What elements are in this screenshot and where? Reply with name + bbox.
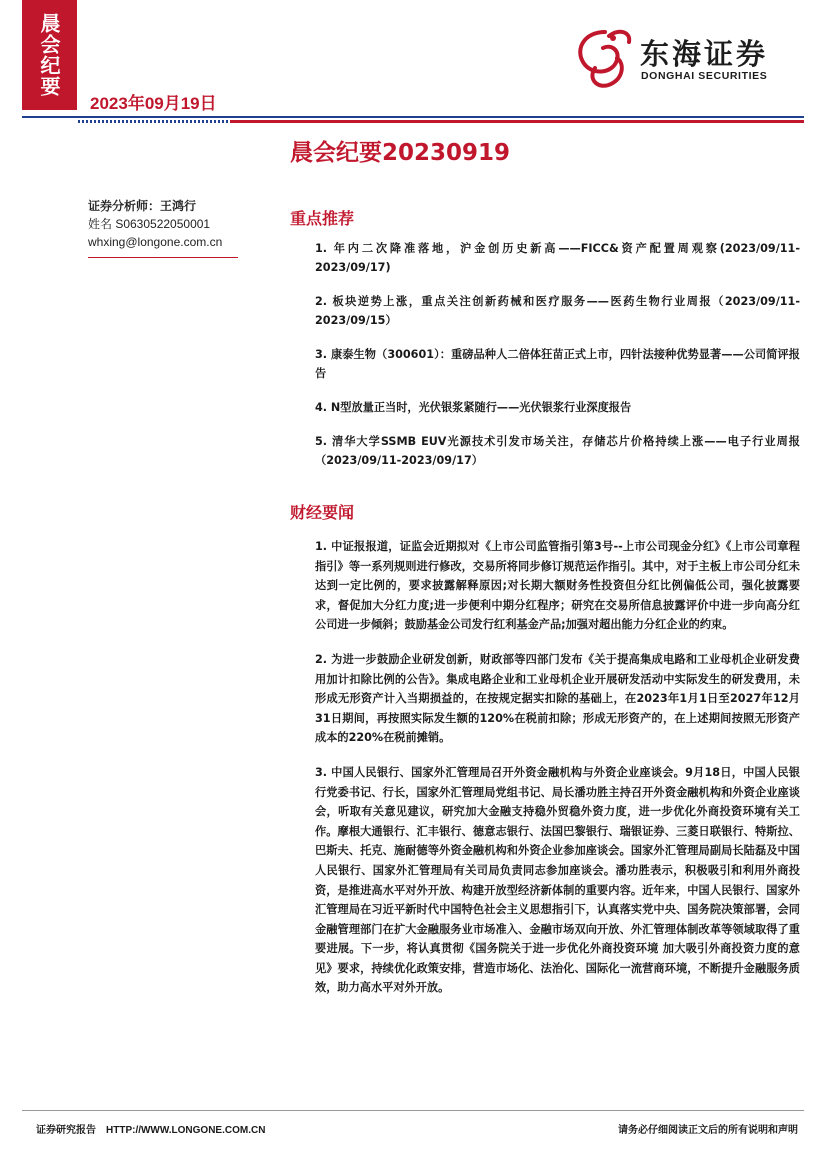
news-list <box>315 537 800 998</box>
page-title: 晨会纪要20230919 <box>290 140 511 166</box>
logo-name: 东海证券 <box>640 37 769 71</box>
footer-left <box>36 1121 265 1136</box>
highlight-item[interactable]: 3. 康泰生物（300601）：重磅品种人二倍体狂苗正式上市，四针法接种优势显著——公司简评报告 <box>315 348 800 380</box>
analyst-name: 证券分析师：王鸿行 <box>88 199 197 213</box>
highlight-item[interactable]: 4. N型放量正当时，光伏银浆紧随行——光伏银浆行业深度报告 <box>315 401 632 414</box>
section-title-highlights: 重点推荐 <box>290 209 355 228</box>
footer-disclaimer: 请务必仔细阅读正文后的所有说明和声明 <box>618 1125 798 1136</box>
report-date: 2023年09月19日 <box>90 94 217 113</box>
news-item: 2. 为进一步鼓励企业研发创新，财政部等四部门发布《关于提高集成电路和工业母机企业研发费用加计扣除比例的公告》。集成电路企业和工业母机企业开展研发活动中实际发生的研发费用，未形成无形资产计入当期损益的，在按规定据实扣除的基础上，在2023年1月1日至2027年12月31日期间，再按照实际发生额的120%在税前扣除；形成无形资产的，在上述期间按照无形资产成本的220%在税前摊销。 <box>315 652 800 745</box>
footer-url[interactable]: HTTP://WWW.LONGONE.COM.CN <box>106 1125 266 1136</box>
analyst-cert: 姓名 S0630522050001 <box>88 217 211 231</box>
analyst-underline <box>88 257 238 258</box>
analyst-block <box>88 197 222 251</box>
highlights-list <box>315 239 800 470</box>
header-rule-left <box>22 116 78 118</box>
side-tab <box>22 0 77 110</box>
header-rule-red <box>230 120 804 123</box>
side-tab-label: 晨会纪要 <box>37 13 61 97</box>
highlight-item[interactable]: 5. 清华大学SSMB EUV光源技术引发市场关注，存储芯片价格持续上涨——电子行业周报（2023/09/11-2023/09/17） <box>315 435 800 467</box>
logo-english-name: DONGHAI SECURITIES <box>641 70 768 82</box>
highlight-item[interactable]: 2. 板块逆势上涨，重点关注创新药械和医疗服务——医药生物行业周报（2023/09/11-2023/09/15） <box>315 295 800 327</box>
highlight-item[interactable]: 1. 年内二次降准落地，沪金创历史新高——FICC&资产配置周观察(2023/09/11-2023/09/17) <box>315 242 800 274</box>
news-item: 3. 中国人民银行、国家外汇管理局召开外资金融机构与外资企业座谈会。9月18日，中国人民银行党委书记、行长，国家外汇管理局党组书记、局长潘功胜主持召开外资金融机构和外资企业座谈会，听取有关意见建议，研究加大金融支持稳外贸稳外资力度，进一步优化外商投资环境有关工作。摩根大通银行、汇丰银行、德意志银行、法国巴黎银行、瑞银证券、三菱日联银行、特斯拉、巴斯夫、托克、施耐德等外资金融机构和外资企业参加座谈会。国家外汇管理局副局长陆磊及中国人民银行、国家外汇管理局有关司局负责同志参加座谈会。潘功胜表示，积极吸引和利用外商投资，是推进高水平对外开放、构建开放型经济新体制的重要内容。近年来，中国人民银行、国家外汇管理局在习近平新时代中国特色社会主义思想指引下，认真落实党中央、国务院决策部署，会同金融管理部门在扩大金融服务业市场准入、金融市场双向开放、外汇管理体制改革等领域取得了重要进展。下一步，将认真贯彻《国务院关于进一步优化外商投资环境 加大吸引外商投资力度的意见》要求，持续优化政策安排，营造市场化、法治化、国际化一流营商环境，不断提升金融服务质效，助力高水平对外开放。 <box>315 765 800 995</box>
section-title-news: 财经要闻 <box>290 503 355 522</box>
footer-label: 证券研究报告 <box>36 1125 96 1136</box>
footer-rule <box>22 1110 804 1111</box>
header-rule-blue <box>78 116 804 118</box>
analyst-email[interactable]: whxing@longone.com.cn <box>88 235 223 249</box>
news-item: 1. 中证报报道，证监会近期拟对《上市公司监管指引第3号--上市公司现金分红》《上市公司章程指引》等一系列规则进行修改，交易所将同步修订规范运作指引。其中，对于主板上市公司分红未达到一定比例的，要求披露解释原因;对长期大额财务性投资但分红比例偏低公司，强化披露要求，督促加大分红力度;进一步便利中期分红程序；研究在交易所信息披露评价中进一步向高分红公司进一步倾斜；鼓励基金公司发行红利基金产品;加强对超出能力分红企业的约束。 <box>315 540 800 632</box>
